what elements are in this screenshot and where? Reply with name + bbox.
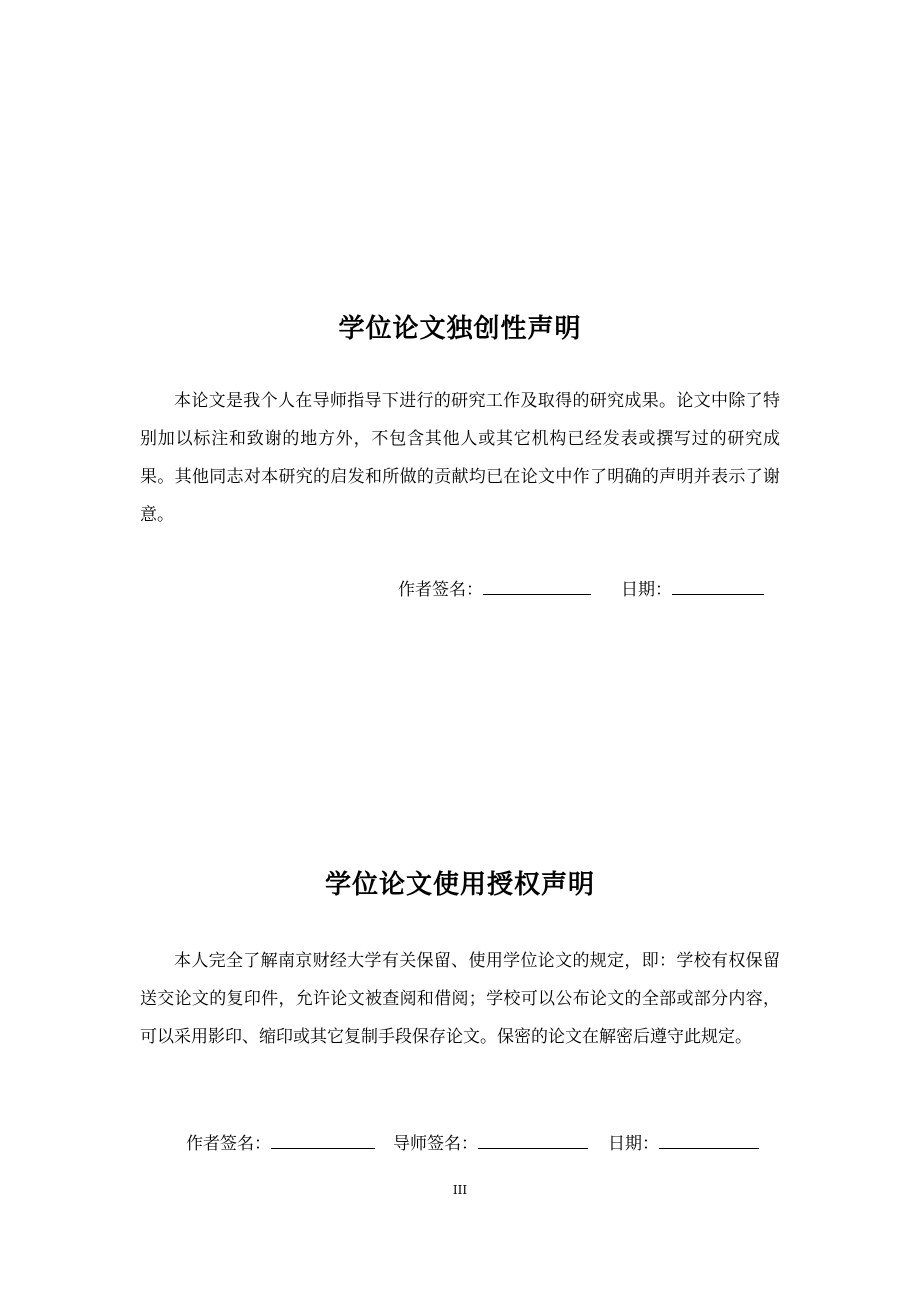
authorization-signature-row (186, 1130, 759, 1156)
authorization-title: 学位论文使用授权声明 (324, 870, 595, 900)
advisor-sign-label: 导师签名： (393, 1134, 478, 1154)
originality-title: 学位论文独创性声明 (338, 314, 582, 344)
author-signature-blank (483, 576, 591, 595)
author-sign-label: 作者签名： (186, 1134, 271, 1154)
authorization-body: 本人完全了解南京财经大学有关保留、使用学位论文的规定，即：学校有权保留送交论文的复印件，允许论文被查阅和借阅；学校可以公布论文的全部或部分内容，可以采用影印、缩印或其它复制手段保存论文。保密的论文在解密后遵守此规定。 (140, 951, 780, 1047)
date-blank (672, 576, 764, 595)
date-label: 日期： (608, 1134, 659, 1154)
date-blank (659, 1130, 759, 1149)
author-signature-blank (271, 1130, 375, 1149)
advisor-signature-blank (478, 1130, 588, 1149)
author-sign-label: 作者签名： (398, 580, 483, 600)
date-label: 日期： (621, 580, 672, 600)
page-number: III (452, 1183, 468, 1197)
originality-body: 本论文是我个人在导师指导下进行的研究工作及取得的研究成果。论文中除了特别加以标注和致谢的地方外，不包含其他人或其它机构已经发表或撰写过的研究成果。其他同志对本研究的启发和所做的贡献均已在论文中作了明确的声明并表示了谢意。 (140, 391, 780, 525)
originality-signature-row (398, 576, 764, 602)
